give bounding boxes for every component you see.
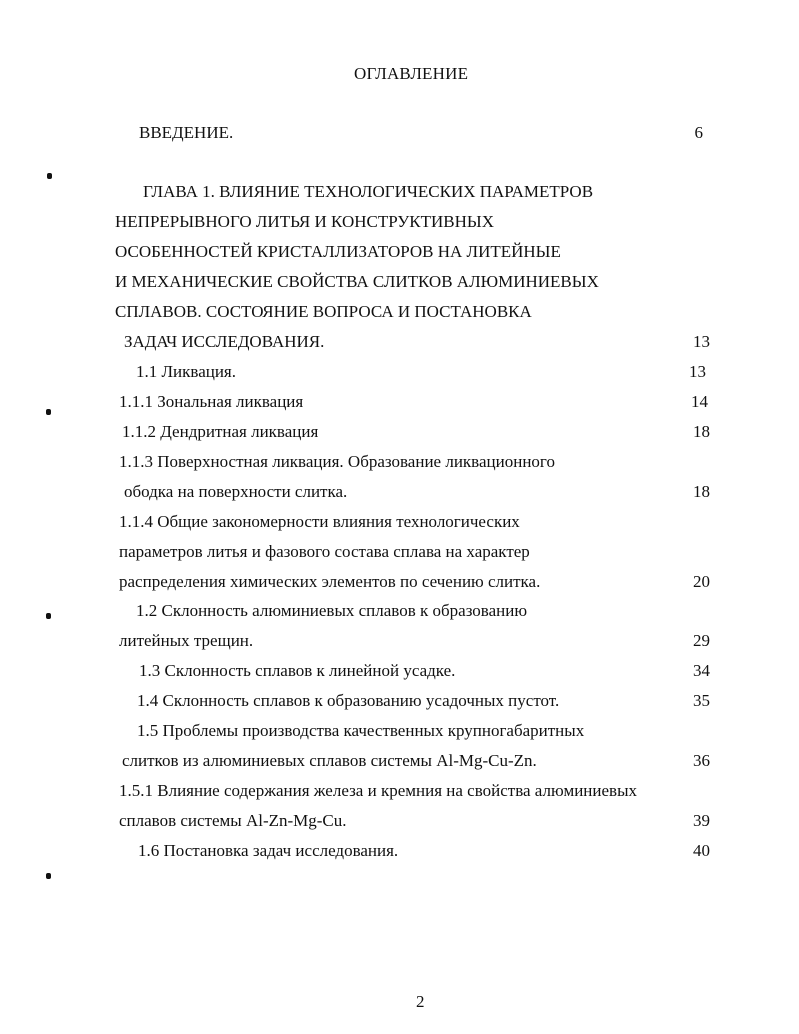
toc-entry-1-5-1-line-1: 1.5.1 Влияние содержания железа и кремния на свойства алюминиевых bbox=[119, 781, 637, 800]
page-number: 2 bbox=[416, 992, 425, 1011]
toc-entry-1-3: 1.3 Склонность сплавов к линейной усадке. bbox=[139, 661, 456, 680]
toc-chapter-1-line-2: НЕПРЕРЫВНОГО ЛИТЬЯ И КОНСТРУКТИВНЫХ bbox=[115, 212, 495, 231]
toc-entry-1-1-3-line-2: ободка на поверхности слитка. bbox=[124, 482, 348, 501]
toc-title: ОГЛАВЛЕНИЕ bbox=[354, 64, 469, 83]
toc-entry-1-1-4-line-2: параметров литья и фазового состава сплава на характер bbox=[119, 542, 530, 561]
toc-page-1-1-1: 14 bbox=[691, 392, 708, 411]
toc-chapter-1-line-5: СПЛАВОВ. СОСТОЯНИЕ ВОПРОСА И ПОСТАНОВКА bbox=[115, 302, 532, 321]
toc-entry-1-1-4-line-3: распределения химических элементов по сечению слитка. bbox=[119, 572, 541, 591]
toc-entry-1-2-line-2: литейных трещин. bbox=[119, 631, 254, 650]
toc-page-1-3: 34 bbox=[693, 661, 710, 680]
toc-entry-1-5-1-line-2: сплавов системы Al-Zn-Mg-Cu. bbox=[119, 811, 347, 830]
toc-chapter-1-line-1: ГЛАВА 1. ВЛИЯНИЕ ТЕХНОЛОГИЧЕСКИХ ПАРАМЕТРОВ bbox=[143, 182, 594, 201]
scan-mark bbox=[46, 873, 51, 879]
toc-entry-1-1-1: 1.1.1 Зональная ликвация bbox=[119, 392, 304, 411]
toc-page-chapter-1: 13 bbox=[693, 332, 710, 351]
toc-entry-1-1-3-line-1: 1.1.3 Поверхностная ликвация. Образование ликвационного bbox=[119, 452, 555, 471]
toc-page-1-1: 13 bbox=[689, 362, 706, 381]
toc-entry-introduction: ВВЕДЕНИЕ. bbox=[139, 123, 234, 142]
toc-page-1-4: 35 bbox=[693, 691, 710, 710]
toc-entry-1-4: 1.4 Склонность сплавов к образованию усадочных пустот. bbox=[137, 691, 560, 710]
toc-chapter-1-line-6: ЗАДАЧ ИССЛЕДОВАНИЯ. bbox=[124, 332, 325, 351]
toc-page-1-6: 40 bbox=[693, 841, 710, 860]
toc-entry-1-1: 1.1 Ликвация. bbox=[136, 362, 236, 381]
toc-page-1-1-2: 18 bbox=[693, 422, 710, 441]
toc-entry-1-1-2: 1.1.2 Дендритная ликвация bbox=[122, 422, 319, 441]
toc-entry-1-1-4-line-1: 1.1.4 Общие закономерности влияния технологических bbox=[119, 512, 520, 531]
toc-page-1-1-3: 18 bbox=[693, 482, 710, 501]
scan-mark bbox=[46, 613, 51, 619]
toc-page-1-1-4: 20 bbox=[693, 572, 710, 591]
toc-entry-1-5-line-2: слитков из алюминиевых сплавов системы Al-Mg-Cu-Zn. bbox=[122, 751, 537, 770]
scan-mark bbox=[46, 409, 51, 415]
toc-chapter-1-line-4: И МЕХАНИЧЕСКИЕ СВОЙСТВА СЛИТКОВ АЛЮМИНИЕВЫХ bbox=[115, 272, 599, 291]
toc-page-1-2: 29 bbox=[693, 631, 710, 650]
toc-entry-1-5-line-1: 1.5 Проблемы производства качественных крупногабаритных bbox=[137, 721, 585, 740]
toc-entry-1-2-line-1: 1.2 Склонность алюминиевых сплавов к образованию bbox=[136, 601, 528, 620]
toc-page-1-5: 36 bbox=[693, 751, 710, 770]
toc-chapter-1-line-3: ОСОБЕННОСТЕЙ КРИСТАЛЛИЗАТОРОВ НА ЛИТЕЙНЫЕ bbox=[115, 242, 561, 261]
toc-page-introduction: 6 bbox=[694, 123, 703, 142]
toc-page-1-5-1: 39 bbox=[693, 811, 710, 830]
scan-mark bbox=[47, 173, 52, 179]
toc-entry-1-6: 1.6 Постановка задач исследования. bbox=[138, 841, 399, 860]
